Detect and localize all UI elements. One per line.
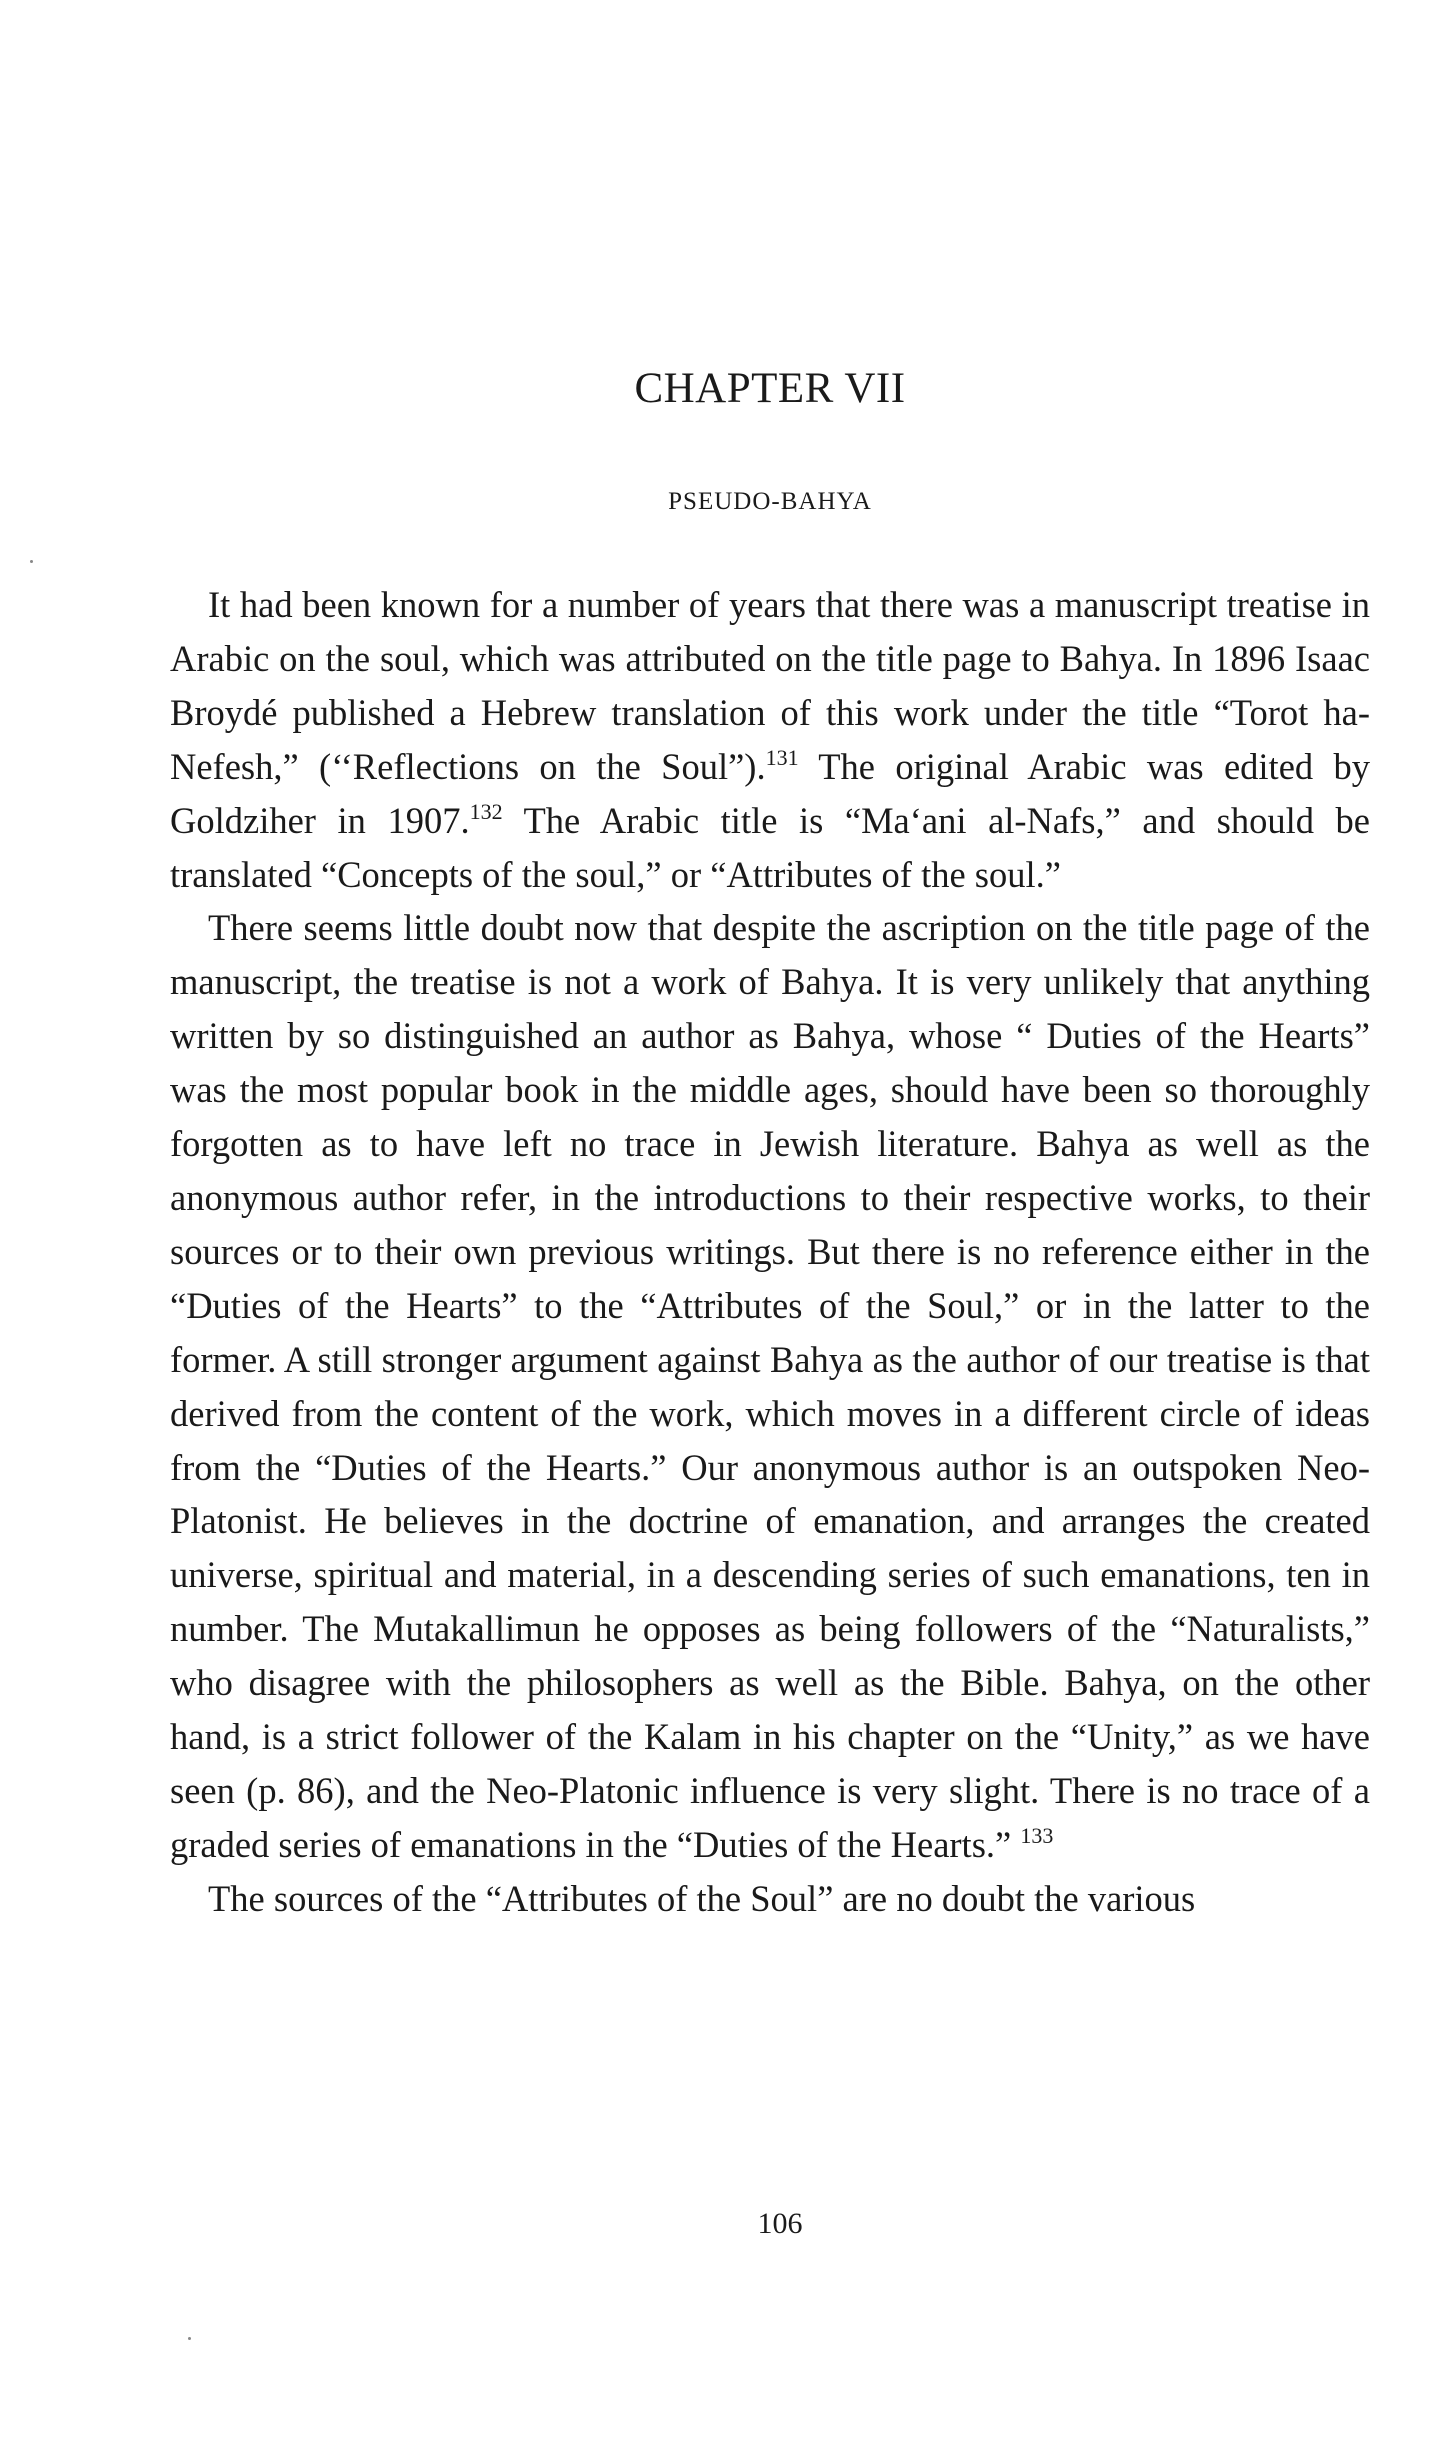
footnote-ref-131: 131	[765, 744, 799, 770]
body-text	[170, 578, 1370, 1926]
chapter-title: CHAPTER VII	[634, 365, 906, 412]
footnote-ref-133: 133	[1020, 1822, 1054, 1848]
scan-speck	[30, 560, 33, 563]
paragraph-2: There seems little doubt now that despite the ascription on the title page of the manuscript, the treatise is not a work of Bahya. It is very unlikely that anything written by so distinguished an author as Bahya, whose “ Duties of the Hearts” was the most popular book in the middle ages, should have been so thoroughly forgotten as to have left no trace in Jewish literature. Bahya as well as the anonymous author refer, in the introductions to their respective works, to their sources or to their own previous writings. But there is no reference either in the “Duties of the Hearts” to the “Attributes of the Soul,” or in the latter to the former. A still stronger argument against Bahya as the author of our treatise is that derived from the content of the work, which moves in a different circle of ideas from the “Duties of the Hearts.” Our anonymous author is an outspoken Neo-Platonist. He believes in the doctrine of emanation, and arranges the created universe, spiritual and material, in a descending series of such emanations, ten in number. The Mutakallimun he opposes as being followers of the “Naturalists,” who disagree with the philosophers as well as the Bible. Bahya, on the other hand, is a strict follower of the Kalam in his chapter on the “Unity,” as we have seen (p. 86), and the Neo-Platonic influence is very slight. There is no trace of a graded series of emanations in the “Duties of the Hearts.” $^{133}$	[170, 907, 1370, 1865]
chapter-subtitle: PSEUDO-BAHYA	[668, 488, 872, 515]
footnote-ref-132: 132	[469, 798, 503, 824]
page-number: 106	[757, 2207, 803, 2240]
scan-speck	[188, 2337, 191, 2340]
paragraph-3: The sources of the “Attributes of the Soul” are no doubt the various	[208, 1877, 1196, 1919]
paragraph-1: It had been known for a number of years that there was a manuscript treatise in Arabic on the soul, which was attributed on the title page to Bahya. In 1896 Isaac Broydé published a Hebrew translation of this work under the title “Torot ha-Nefesh,” (‘‘Reflections on the Soul”).$^{131}$ The original Arabic was edited by Goldziher in 1907.$^{132}$ The Arabic title is “Ma‘ani al-Nafs,” and should be translated “Concepts of the soul,” or “Attributes of the soul.”	[170, 584, 1370, 895]
